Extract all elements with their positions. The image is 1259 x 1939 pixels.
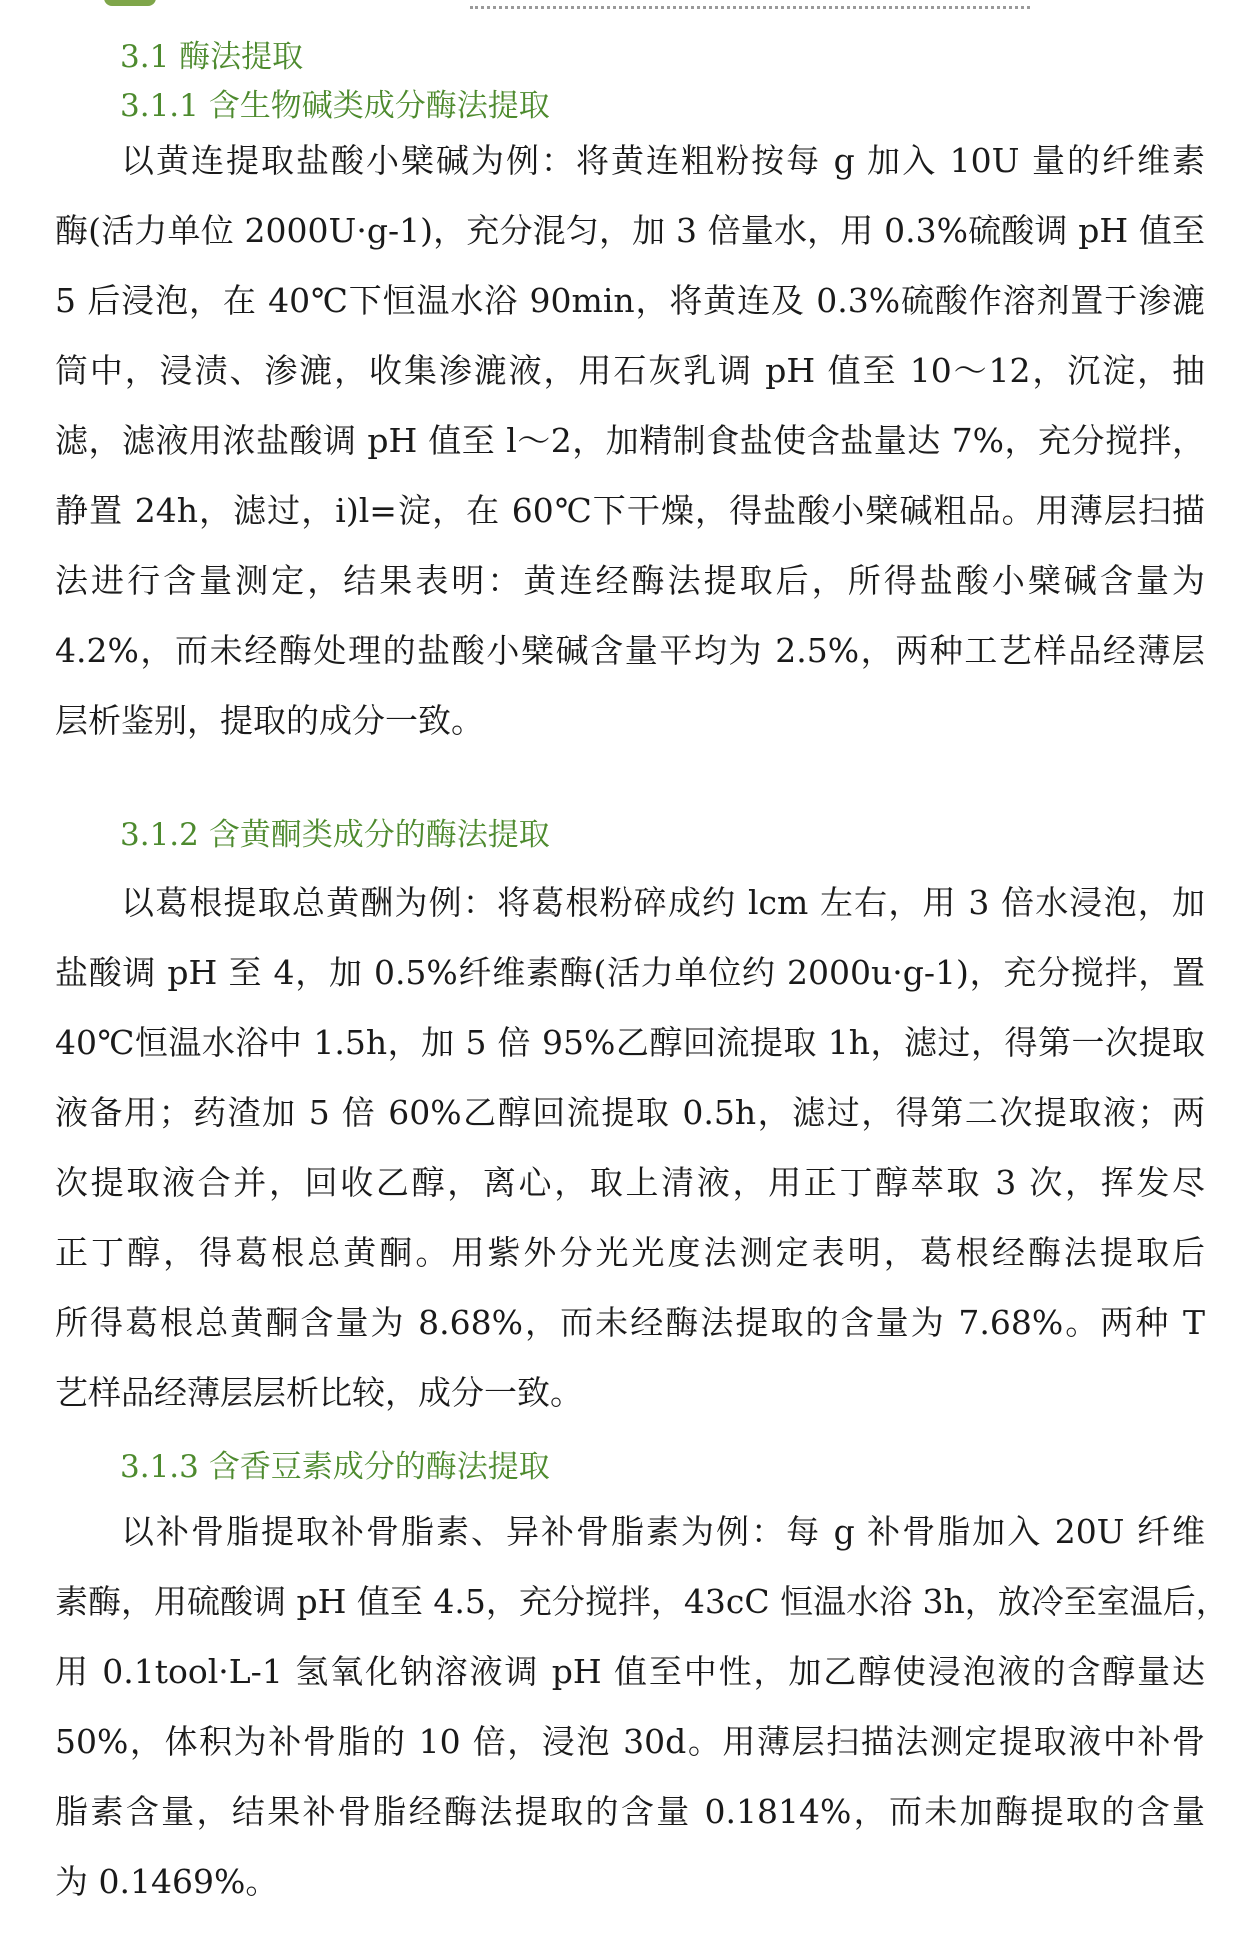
text-line: 静置 24h，滤过，i)l=淀，在 60℃下干燥，得盐酸小檗碱粗品。用薄层扫描	[55, 491, 1205, 530]
text-line: 5 后浸泡，在 40℃下恒温水浴 90min，将黄连及 0.3%硫酸作溶剂置于渗漉	[55, 281, 1205, 320]
text-line: 50%，体积为补骨脂的 10 倍，浸泡 30d。用薄层扫描法测定提取液中补骨	[55, 1722, 1205, 1761]
text-line: 次提取液合并，回收乙醇，离心，取上清液，用正丁醇萃取 3 次，挥发尽	[55, 1163, 1205, 1202]
paragraph-coumarin-extraction	[55, 1497, 1229, 1917]
text-line: 素酶，用硫酸调 pH 值至 4.5，充分搅拌，43cC 恒温水浴 3h，放冷至室温后，	[55, 1582, 1229, 1621]
cropped-header-strip	[0, 0, 1259, 14]
text-line: 以补骨脂提取补骨脂素、异补骨脂素为例：每 g 补骨脂加入 20U 纤维	[121, 1512, 1205, 1551]
header-decoration	[104, 0, 156, 6]
subsection-heading-3-1-3: 3.1.3 含香豆素成分的酶法提取	[120, 1449, 550, 1485]
subsection-heading-3-1-2: 3.1.2 含黄酮类成分的酶法提取	[120, 817, 550, 853]
text-line: 筒中，浸渍、渗漉，收集渗漉液，用石灰乳调 pH 值至 10～12，沉淀，抽	[55, 351, 1205, 390]
text-line: 滤，滤液用浓盐酸调 pH 值至 l～2，加精制食盐使含盐量达 7%，充分搅拌，	[55, 421, 1205, 460]
text-line: 用 0.1tool·L-1 氢氧化钠溶液调 pH 值至中性，加乙醇使浸泡液的含醇量达	[55, 1652, 1205, 1691]
paragraph-flavonoid-extraction	[55, 868, 1205, 1428]
text-line: 脂素含量，结果补骨脂经酶法提取的含量 0.1814%，而未加酶提取的含量	[55, 1792, 1205, 1831]
text-line: 以黄连提取盐酸小檗碱为例：将黄连粗粉按每 g 加入 10U 量的纤维素	[121, 141, 1205, 180]
text-line: 所得葛根总黄酮含量为 8.68%，而未经酶法提取的含量为 7.68%。两种 T	[55, 1303, 1205, 1342]
text-line: 酶(活力单位 2000U·g-1)，充分混匀，加 3 倍量水，用 0.3%硫酸调 pH 值至	[55, 211, 1205, 250]
text-line: 艺样品经薄层层析比较，成分一致。	[55, 1373, 583, 1412]
subsection-heading-3-1-1: 3.1.1 含生物碱类成分酶法提取	[120, 88, 550, 124]
section-heading: 3.1 酶法提取	[120, 39, 304, 75]
text-line: 法进行含量测定，结果表明：黄连经酶法提取后，所得盐酸小檗碱含量为	[55, 561, 1205, 600]
text-line: 层析鉴别，提取的成分一致。	[55, 701, 484, 740]
text-line: 40℃恒温水浴中 1.5h，加 5 倍 95%乙醇回流提取 1h，滤过，得第一次提取	[55, 1023, 1205, 1062]
text-line: 液备用；药渣加 5 倍 60%乙醇回流提取 0.5h，滤过，得第二次提取液；两	[55, 1093, 1205, 1132]
text-line: 以葛根提取总黄酬为例：将葛根粉碎成约 lcm 左右，用 3 倍水浸泡，加	[121, 883, 1205, 922]
paragraph-alkaloid-extraction	[55, 126, 1205, 756]
text-line: 4.2%，而未经酶处理的盐酸小檗碱含量平均为 2.5%，两种工艺样品经薄层	[55, 631, 1205, 670]
text-line: 为 0.1469%。	[55, 1862, 279, 1901]
text-line: 正丁醇，得葛根总黄酮。用紫外分光光度法测定表明，葛根经酶法提取后	[55, 1233, 1205, 1272]
text-line: 盐酸调 pH 至 4，加 0.5%纤维素酶(活力单位约 2000u·g-1)，充分搅拌，置	[55, 953, 1205, 992]
cropped-header-text	[470, 0, 1030, 9]
